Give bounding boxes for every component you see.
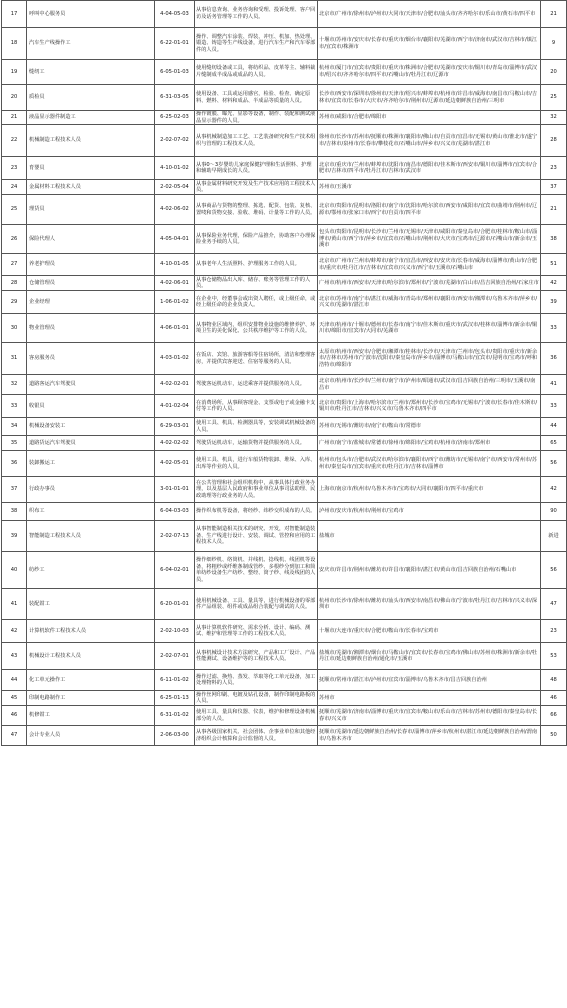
occupation-code: 2-02-05-04 bbox=[155, 180, 195, 195]
table-row bbox=[2, 726, 567, 746]
table-row bbox=[2, 225, 567, 254]
occupation-name: 机修钳工 bbox=[27, 706, 155, 726]
occupation-name: 机械制造工程技术人员 bbox=[27, 125, 155, 157]
rank-value: 37 bbox=[541, 180, 567, 195]
row-number: 47 bbox=[2, 726, 27, 746]
table-row bbox=[2, 85, 567, 111]
rank-value: 20 bbox=[541, 60, 567, 85]
table-row bbox=[2, 291, 567, 314]
occupation-description: 使用机械设备、工具、量具等，进行机械设备的零部件产品组装、组件或成品组合装配与调试的人员。 bbox=[195, 589, 318, 620]
occupation-code: 4-10-01-02 bbox=[155, 157, 195, 180]
row-number: 36 bbox=[2, 451, 27, 477]
city-list: 北京市/广州市/兰州市/蚌埠市/南宁市/宜昌市/西安市/安庆市/长春市/威海市/淄博市/黄山市/合肥市/重庆市/牡丹江市/吉林市/宜宾市/兴义市/西宁市/玉溪市/石嘴山市 bbox=[318, 254, 541, 276]
occupation-description: 从事0～3岁婴幼儿家庭保健护理和生活照料、护理和辅助早期成长的人员。 bbox=[195, 157, 318, 180]
occupation-description: 从事计算机软件研究、需求分析、设计、编码、测试、维护和管理等工作的工程技术人员。 bbox=[195, 620, 318, 643]
rank-value: 46 bbox=[541, 691, 567, 706]
city-list: 北京市/苏州市/南宁市/湛江市/威海市/青岛市/郑州市/襄阳市/西安市/湘潭市/乌鲁木齐市/萍乡市/兴义市/芜湖市/湛江市 bbox=[318, 291, 541, 314]
occupation-name: 物业管理员 bbox=[27, 314, 155, 343]
occupation-code: 2-06-03-00 bbox=[155, 726, 195, 746]
row-number: 42 bbox=[2, 620, 27, 643]
table-row bbox=[2, 1, 567, 28]
occupation-description: 从事老年人生活照料、护理服务工作的人员。 bbox=[195, 254, 318, 276]
occupation-name: 金属材料工程技术人员 bbox=[27, 180, 155, 195]
row-number: 43 bbox=[2, 643, 27, 670]
city-list: 盐城市/芜湖市/湘潭市/烟台市/马鞍山市/宜宾市/长春市/宝鸡市/佛山市/苏州市/株洲市/新余市/牡丹江市/延边朝鲜族自治州/通化市/玉溪市 bbox=[318, 643, 541, 670]
city-list: 北京市/贵阳市/昆明市/洛阳市/南宁市/沈阳市/哈尔滨市/西安市/咸阳市/宜宾市/曲靖市/荆州市/辽源市/鄂州市/张家口市/西宁市/自贡市/四平市 bbox=[318, 195, 541, 225]
occupation-name: 装配钳工 bbox=[27, 589, 155, 620]
occupation-description: 操作、调整汽车涂装、焊装、冲压、机加、热处理、锻造、铸造等生产线设备，进行汽车生产和汽车零部件的人员。 bbox=[195, 28, 318, 60]
occupation-description: 从事物业区域内，组织安排物业设施的维修养护、环境卫生的美化保化、公共秩序维护等工作的人员。 bbox=[195, 314, 318, 343]
city-list: 天津市/杭州市/十堰市/德州市/长春市/南宁市/佳木斯市/重庆市/武汉市/桂林市/淄博市/新余市/铜川市/绵阳市/宜宾市/大同市/芜湖市 bbox=[318, 314, 541, 343]
occupation-name: 会计专业人员 bbox=[27, 726, 155, 746]
city-list: 长沙市/西安市/深圳市/徐州市/天津市/绍兴市/蚌埠市/杭州市/许昌市/威海市/南昌市/马鞍山市/吉林市/宜宾市/长春市/大庆市/齐齐哈尔市/荆州市/辽源市/延边朝鲜族自治州/三明市 bbox=[318, 85, 541, 111]
table-row bbox=[2, 552, 567, 589]
occupation-code: 4-01-02-04 bbox=[155, 395, 195, 418]
row-number: 41 bbox=[2, 589, 27, 620]
rank-value: 56 bbox=[541, 552, 567, 589]
table-row bbox=[2, 60, 567, 85]
table-row bbox=[2, 343, 567, 375]
city-list: 苏州市 bbox=[318, 691, 541, 706]
rank-value: 21 bbox=[541, 1, 567, 28]
row-number: 45 bbox=[2, 691, 27, 706]
rank-value: 25 bbox=[541, 85, 567, 111]
occupation-description: 从事保险业务代理，保险产品推介，协助客户办理保险业务手续的人员。 bbox=[195, 225, 318, 254]
city-list: 北京市/贵阳市/上海市/哈尔滨市/兰州市/郑州市/长沙市/宝鸡市/无锡市/宁波市/长春市/佳木斯市/铜川市/牡丹江市/吉林市/兴义市/乌鲁木齐市/四平市 bbox=[318, 395, 541, 418]
table-row bbox=[2, 254, 567, 276]
occupation-name: 智能制造工程技术人员 bbox=[27, 521, 155, 552]
row-number: 17 bbox=[2, 1, 27, 28]
row-number: 38 bbox=[2, 503, 27, 521]
rank-value: 39 bbox=[541, 291, 567, 314]
city-list: 十堰市/苏州市/安庆市/长春市/重庆市/烟台市/襄阳市/芜湖市/西宁市/济南市/武汉市/吉林市/镇江市/宜宾市/株洲市 bbox=[318, 28, 541, 60]
occupation-name: 行政办事员 bbox=[27, 477, 155, 503]
table-row bbox=[2, 418, 567, 436]
table-row bbox=[2, 180, 567, 195]
occupation-description: 驾驶客运机动车，运送乘客并提供服务的人员。 bbox=[195, 375, 318, 395]
city-list: 盐城市 bbox=[318, 521, 541, 552]
occupation-code: 4-05-04-01 bbox=[155, 225, 195, 254]
row-number: 37 bbox=[2, 477, 27, 503]
occupation-code: 4-03-01-02 bbox=[155, 343, 195, 375]
row-number: 35 bbox=[2, 436, 27, 451]
occupation-code: 6-25-02-03 bbox=[155, 111, 195, 125]
occupation-code: 6-20-01-01 bbox=[155, 589, 195, 620]
city-list: 杭州市/长沙市/徐州市/潍坊市/汕头市/西安市/南昌市/佛山市/宁波市/牡丹江市/吉林市/兴义市/深圳市 bbox=[318, 589, 541, 620]
occupation-description: 使用工具、机具、检测器具等，安装调试机械设备的人员。 bbox=[195, 418, 318, 436]
occupation-name: 收银员 bbox=[27, 395, 155, 418]
occupation-name: 保险代理人 bbox=[27, 225, 155, 254]
occupation-code: 6-31-03-05 bbox=[155, 85, 195, 111]
occupation-description: 操作丝网印刷、电镀及钻孔设备，制作印制电路板的人员。 bbox=[195, 691, 318, 706]
rank-value: 28 bbox=[541, 125, 567, 157]
occupation-name: 育婴员 bbox=[27, 157, 155, 180]
city-list: 十堰市/大连市/重庆市/合肥市/鞍山市/长春市/宝鸡市 bbox=[318, 620, 541, 643]
occupation-description: 从事商品与货物的整理、拣选、配货、包装、复核、置唛和货物交接、验收、堆码、计量等工作的人员。 bbox=[195, 195, 318, 225]
occupation-name: 企业经理 bbox=[27, 291, 155, 314]
occupation-description: 从事仓储物品出入库、储存、账务等管理工作的人员。 bbox=[195, 276, 318, 291]
occupation-code: 6-22-01-01 bbox=[155, 28, 195, 60]
table-row bbox=[2, 451, 567, 477]
occupation-code: 2-02-07-01 bbox=[155, 643, 195, 670]
occupation-code: 4-10-01-05 bbox=[155, 254, 195, 276]
row-number: 25 bbox=[2, 195, 27, 225]
city-list: 北京市/重庆市/兰州市/蚌埠市/沈阳市/南昌市/德阳市/佳木斯市/西安市/铜川市/淄博市/宜宾市/合肥市/吉林市/四平市/牡丹江市/吉林市/武汉市 bbox=[318, 157, 541, 180]
row-number: 44 bbox=[2, 670, 27, 691]
row-number: 18 bbox=[2, 28, 27, 60]
table-row bbox=[2, 375, 567, 395]
row-number: 19 bbox=[2, 60, 27, 85]
city-list: 杭州市/厦门市/宜宾市/贵阳市/重庆市/株洲市/合肥市/芜湖市/安庆市/铜川市/青岛市/淄博市/武汉市/绍兴市/齐齐哈尔市/四平市/石嘴山市/牡丹江市/辽源市 bbox=[318, 60, 541, 85]
rank-value: 48 bbox=[541, 670, 567, 691]
row-number: 20 bbox=[2, 85, 27, 111]
table-row bbox=[2, 111, 567, 125]
city-list: 抚顺市/芜湖市/延边朝鲜族自治州/长春市/淄博市/萍乡市/杭州市/湛江市/延边朝鲜族自治州/渭南市/乌鲁木齐市 bbox=[318, 726, 541, 746]
row-number: 33 bbox=[2, 395, 27, 418]
rank-value: 23 bbox=[541, 620, 567, 643]
rank-value: 42 bbox=[541, 477, 567, 503]
occupation-code: 4-02-02-02 bbox=[155, 436, 195, 451]
occupation-code: 6-29-03-01 bbox=[155, 418, 195, 436]
table-row bbox=[2, 157, 567, 180]
row-number: 21 bbox=[2, 111, 27, 125]
table-row bbox=[2, 521, 567, 552]
rank-value: 44 bbox=[541, 418, 567, 436]
occupation-name: 化工单元操作工 bbox=[27, 670, 155, 691]
row-number: 34 bbox=[2, 418, 27, 436]
occupation-code: 6-04-02-01 bbox=[155, 552, 195, 589]
occupation-description: 从事机械制造加工工艺、工艺装备研究和生产技术组织与管理的工程技术人员。 bbox=[195, 125, 318, 157]
rank-value: 66 bbox=[541, 706, 567, 726]
rank-value: 33 bbox=[541, 395, 567, 418]
occupation-code: 4-02-02-01 bbox=[155, 375, 195, 395]
table-row bbox=[2, 436, 567, 451]
occupation-name: 道路客运汽车驾驶员 bbox=[27, 375, 155, 395]
occupation-code: 6-25-01-13 bbox=[155, 691, 195, 706]
row-number: 28 bbox=[2, 276, 27, 291]
occupation-code: 6-11-01-02 bbox=[155, 670, 195, 691]
rank-value: 56 bbox=[541, 451, 567, 477]
occupation-description: 在饭店、宾馆、旅游客船等住宿场所，清洁和整理客房，并提供宾客迎送、住宿等服务的人员。 bbox=[195, 343, 318, 375]
occupation-description: 使用设备、工具或运用感官，检验、检查、确定原料、燃料、材料和成品、半成品等质量的人员。 bbox=[195, 85, 318, 111]
city-list: 北京市/广州市/徐州市/泸州市/大同市/天津市/合肥市/汕头市/齐齐哈尔市/乐山市/黄石市/四平市 bbox=[318, 1, 541, 28]
occupation-description: 在公共管理和社会组织机构中，从事具体行政业务办理，以及基层人民政府和事业单位从事司法助理、民政助理等行政业务的人员。 bbox=[195, 477, 318, 503]
city-list: 安庆市/许昌市/荆州市/潍坊市/许昌市/襄阳市/湛江市/黄山市/昌吉回族自治州/石嘴山市 bbox=[318, 552, 541, 589]
occupation-name: 机械设备安装工 bbox=[27, 418, 155, 436]
row-number: 46 bbox=[2, 706, 27, 726]
occupation-name: 液晶显示器件制造工 bbox=[27, 111, 155, 125]
rank-value: 42 bbox=[541, 276, 567, 291]
table-row bbox=[2, 125, 567, 157]
rank-value: 33 bbox=[541, 314, 567, 343]
occupation-description: 使用工具、量具和仪器、仪表，维护和修理设备机械部分的人员。 bbox=[195, 706, 318, 726]
row-number: 29 bbox=[2, 291, 27, 314]
city-list: 徐州市/长沙市/苏州市/抚顺市/株洲市/襄阳市/佛山市/自贡市/宜昌市/无锡市/黄山市/淮北市/遂宁市/吉林市/泉州市/长春市/攀枝花市/石嘴山市/萍乡市/兴义市/芜湖市/湛江市 bbox=[318, 125, 541, 157]
occupation-description: 使用缝纫设备或工具，将纺织品、皮革等主、辅料裁片缝制成半成品或成品的人员。 bbox=[195, 60, 318, 85]
occupation-description: 从事智能制造相关技术的研究、开发，对智能制造装备、生产线进行设计、安装、调试、管控和应用的工程技术人员。 bbox=[195, 521, 318, 552]
occupation-code: 6-05-01-03 bbox=[155, 60, 195, 85]
occupation-description: 从事信息查询、业务咨询和受理、投诉处理、客户回访及话务管理等工作的人员。 bbox=[195, 1, 318, 28]
row-number: 32 bbox=[2, 375, 27, 395]
table-row bbox=[2, 195, 567, 225]
table-row bbox=[2, 670, 567, 691]
city-list: 苏州市/咸阳市/合肥市/绵阳市 bbox=[318, 111, 541, 125]
city-list: 北京市/杭州市/长沙市/兰州市/南宁市/泸州市/昭通市/武汉市/昌吉回族自治州/三明市/玉溪市/南昌市 bbox=[318, 375, 541, 395]
occupation-code: 2-02-07-13 bbox=[155, 521, 195, 552]
city-list: 杭州市/包头市/合肥市/武汉市/哈尔滨市/襄阳市/西宁市/潍坊市/无锡市/南宁市/西安市/常州市/苏州市/秦皇岛市/宜宾市/重庆市/牡丹江市/吉林市/淄博市 bbox=[318, 451, 541, 477]
occupation-name: 机械设计工程技术人员 bbox=[27, 643, 155, 670]
row-number: 40 bbox=[2, 552, 27, 589]
occupation-table bbox=[1, 0, 567, 746]
occupation-description: 从事各级国家机关、社会团体、企事业单位和其他经济组织会计核算和会计监督的人员。 bbox=[195, 726, 318, 746]
occupation-code: 6-31-01-02 bbox=[155, 706, 195, 726]
city-list: 苏州市/无锡市/潍坊市/南宁市/鞍山市/常德市 bbox=[318, 418, 541, 436]
city-list: 苏州市/玉溪市 bbox=[318, 180, 541, 195]
occupation-description: 在企业中，经董事会或出资人聘任，或上级任命，或经上级任命的企业负责人。 bbox=[195, 291, 318, 314]
occupation-code: 4-06-01-01 bbox=[155, 314, 195, 343]
table-row bbox=[2, 395, 567, 418]
occupation-code: 4-04-05-03 bbox=[155, 1, 195, 28]
occupation-name: 养老护理员 bbox=[27, 254, 155, 276]
occupation-code: 4-02-06-01 bbox=[155, 276, 195, 291]
row-number: 31 bbox=[2, 343, 27, 375]
row-number: 22 bbox=[2, 125, 27, 157]
occupation-name: 呼叫中心服务员 bbox=[27, 1, 155, 28]
rank-value: 38 bbox=[541, 225, 567, 254]
table-row bbox=[2, 620, 567, 643]
city-list: 上海市/南京市/杭州市/乌鲁木齐市/宝鸡市/大同市/襄阳市/四平市/重庆市 bbox=[318, 477, 541, 503]
table-row bbox=[2, 28, 567, 60]
city-list: 太原市/杭州市/西安市/合肥市/湘潭市/桂林市/长沙市/天津市/兰州市/包头市/贵阳市/重庆市/新余市/吉林市/苏州市/宁波市/沈阳市/秦皇岛市/萍乡市/淄博市/马鞍山市/宜宾市/昆明市/宝鸡市/呼和浩特市/绵阳市 bbox=[318, 343, 541, 375]
occupation-code: 2-02-07-02 bbox=[155, 125, 195, 157]
table-row bbox=[2, 314, 567, 343]
row-number: 24 bbox=[2, 180, 27, 195]
table-row bbox=[2, 706, 567, 726]
city-list: 广州市/南宁市/盐城市/常德市/徐州市/绵阳市/宝鸡市/杭州市/济南市/郑州市 bbox=[318, 436, 541, 451]
city-list: 泸州市/安庆市/杭州市/荆州市/宝鸡市 bbox=[318, 503, 541, 521]
rank-value: 41 bbox=[541, 375, 567, 395]
occupation-name: 理货员 bbox=[27, 195, 155, 225]
rank-value: 51 bbox=[541, 254, 567, 276]
table-row bbox=[2, 643, 567, 670]
occupation-name: 仓储管理员 bbox=[27, 276, 155, 291]
occupation-description: 在消费场所，从事顾客现金、支票或电子或金融卡支付等工作的人员。 bbox=[195, 395, 318, 418]
row-number: 23 bbox=[2, 157, 27, 180]
occupation-code: 3-01-01-01 bbox=[155, 477, 195, 503]
occupation-name: 汽车生产线操作工 bbox=[27, 28, 155, 60]
table-row bbox=[2, 589, 567, 620]
occupation-name: 纺纱工 bbox=[27, 552, 155, 589]
rank-value: 9 bbox=[541, 28, 567, 60]
row-number: 26 bbox=[2, 225, 27, 254]
table-row bbox=[2, 691, 567, 706]
occupation-name: 计算机软件工程技术人员 bbox=[27, 620, 155, 643]
occupation-code: 4-02-06-02 bbox=[155, 195, 195, 225]
occupation-code: 2-02-10-03 bbox=[155, 620, 195, 643]
occupation-description: 操作细纱机、络筒机、并线机、捻线机、线团机等设备，将粗纱或纤维条制成管纱、多根纱分到加工和简单纺纱设备生产纺纱、整经、筒子纱、线及线团的人员。 bbox=[195, 552, 318, 589]
occupation-code: 6-04-03-03 bbox=[155, 503, 195, 521]
table-row bbox=[2, 276, 567, 291]
occupation-description: 从事金属材料研究开发及生产技术应用的工程技术人员。 bbox=[195, 180, 318, 195]
row-number: 39 bbox=[2, 521, 27, 552]
table-row bbox=[2, 503, 567, 521]
occupation-name: 印制电路制作工 bbox=[27, 691, 155, 706]
rank-value: 90 bbox=[541, 503, 567, 521]
rank-value: 32 bbox=[541, 111, 567, 125]
rank-value: 53 bbox=[541, 643, 567, 670]
rank-value: 50 bbox=[541, 726, 567, 746]
occupation-description: 使用工具、机具，进行车船货物装卸、堆垛、入库、出库等作业的人员。 bbox=[195, 451, 318, 477]
city-list: 抚顺市/常州市/湛江市/泸州市/宜宾市/淄博市/乌鲁木齐市/昌吉回族自治州 bbox=[318, 670, 541, 691]
occupation-name: 织布工 bbox=[27, 503, 155, 521]
row-number: 27 bbox=[2, 254, 27, 276]
rank-value: 新进 bbox=[541, 521, 567, 552]
rank-value: 65 bbox=[541, 436, 567, 451]
occupation-description: 驾驶货运机动车，运输货物并提供服务的人员。 bbox=[195, 436, 318, 451]
rank-value: 36 bbox=[541, 343, 567, 375]
occupation-name: 质检员 bbox=[27, 85, 155, 111]
rank-value: 23 bbox=[541, 157, 567, 180]
occupation-name: 装卸搬运工 bbox=[27, 451, 155, 477]
occupation-description: 操作过滤、换热、蒸发、萃取等化工单元设备，加工处理物料的人员。 bbox=[195, 670, 318, 691]
rank-value: 21 bbox=[541, 195, 567, 225]
rank-value: 47 bbox=[541, 589, 567, 620]
occupation-name: 客房服务员 bbox=[27, 343, 155, 375]
occupation-description: 操作镀膜、曝光、显影等设备，制作、装配和测试液晶显示器件的人员。 bbox=[195, 111, 318, 125]
occupation-description: 操作织布机等设备，将经纱、纬纱交织成布的人员。 bbox=[195, 503, 318, 521]
occupation-code: 1-06-01-02 bbox=[155, 291, 195, 314]
occupation-code: 4-02-05-01 bbox=[155, 451, 195, 477]
city-list: 广州市/杭州市/西安市/天津市/哈尔滨市/郑州市/宁波市/芜湖市/白山市/昌吉回族自治州/石家庄市 bbox=[318, 276, 541, 291]
occupation-name: 道路货运汽车驾驶员 bbox=[27, 436, 155, 451]
occupation-description: 从事机械设计技术方法研究、产品和工厂设计、产品性能测试、设备维护等的工程技术人员。 bbox=[195, 643, 318, 670]
table-row bbox=[2, 477, 567, 503]
occupation-table-body bbox=[2, 1, 567, 746]
city-list: 包头市/贵阳市/昆明市/长沙市/兰州市/无锡市/天津市/咸阳市/秦皇岛市/合肥市/桂林市/鞍山市/淄博市/黄山市/西宁市/萍乡市/宜宾市/石嘴山市/荆州市/大庆市/宝鸡市/辽源市/石嘴山市/新余市/玉溪市 bbox=[318, 225, 541, 254]
row-number: 30 bbox=[2, 314, 27, 343]
city-list: 抚顺市/芜湖市/济南市/淄博市/重庆市/宜宾市/鞍山市/乐山市/吉林市/苏州市/德阳市/秦皇岛市/长春市/兴义市 bbox=[318, 706, 541, 726]
occupation-name: 缝纫工 bbox=[27, 60, 155, 85]
